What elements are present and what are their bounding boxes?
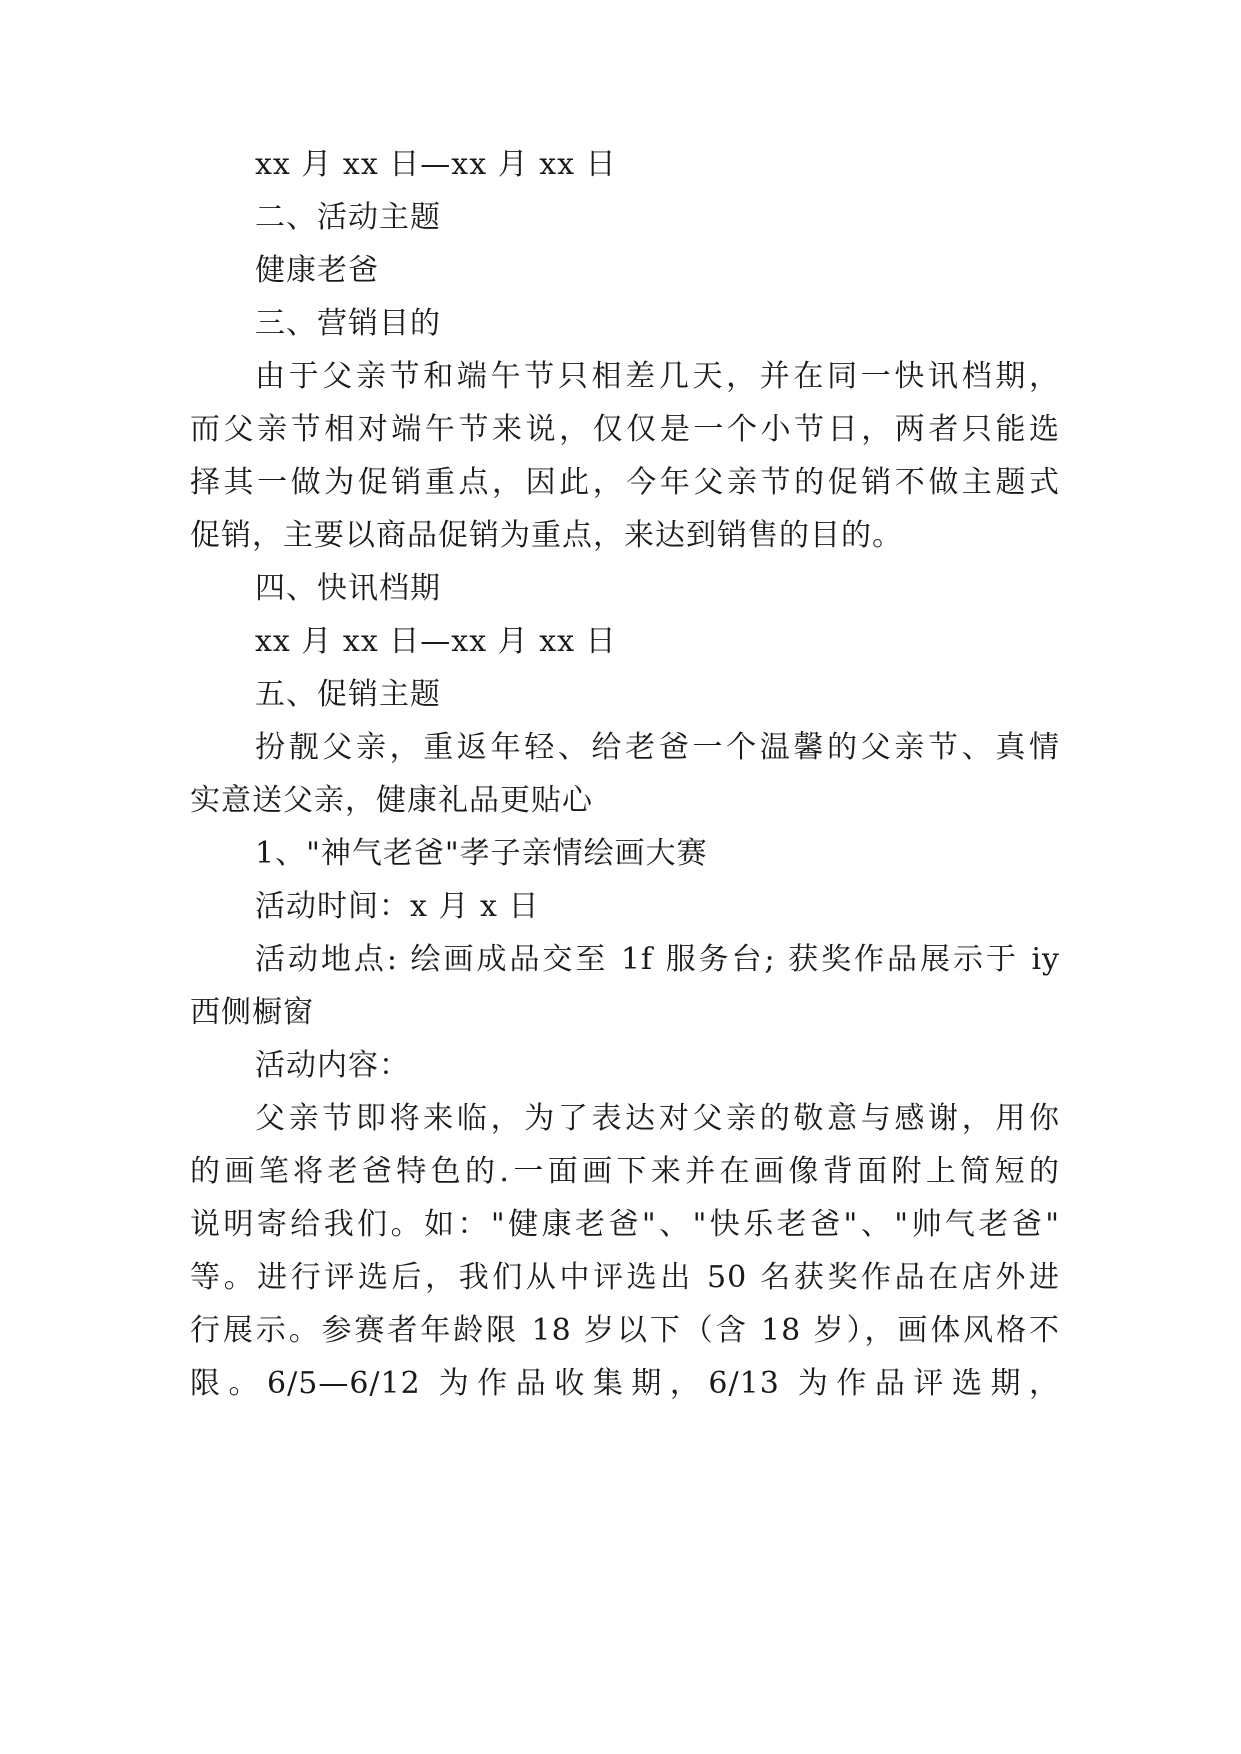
paragraph-line: 行展示。参赛者年龄限 18 岁以下（含 18 岁），画体风格不 <box>190 1313 1060 1348</box>
activity-content-label: 活动内容： <box>255 1048 410 1083</box>
paragraph-line: 而父亲节相对端午节来说，仅仅是一个小节日，两者只能选 <box>190 412 1060 447</box>
date-range-1: xx 月 xx 日—xx 月 xx 日 <box>255 147 617 182</box>
paragraph-line: 实意送父亲，健康礼品更贴心 <box>190 783 593 818</box>
date-range-2: xx 月 xx 日—xx 月 xx 日 <box>255 624 617 659</box>
section-heading-4: 四、快讯档期 <box>255 571 441 606</box>
paragraph-line: 限。6/5—6/12 为作品收集期，6/13 为作品评选期， <box>190 1366 1060 1401</box>
paragraph-line: 父亲节即将来临，为了表达对父亲的敬意与感谢，用你 <box>255 1101 1060 1136</box>
paragraph-line: 扮靓父亲，重返年轻、给老爸一个温馨的父亲节、真情 <box>255 730 1060 765</box>
section-heading-5: 五、促销主题 <box>255 677 441 712</box>
activity-location-cont: 西侧橱窗 <box>190 995 314 1030</box>
paragraph-line: 的画笔将老爸特色的.一面画下来并在画像背面附上简短的 <box>190 1154 1060 1189</box>
paragraph-line: 择其一做为促销重点，因此，今年父亲节的促销不做主题式 <box>190 465 1060 500</box>
section-heading-3: 三、营销目的 <box>255 306 441 341</box>
theme-text: 健康老爸 <box>255 253 379 288</box>
activity-location: 活动地点: 绘画成品交至 1f 服务台; 获奖作品展示于 iy <box>255 942 1060 977</box>
paragraph-line: 促销，主要以商品促销为重点，来达到销售的目的。 <box>190 518 903 553</box>
activity-title: 1、"神气老爸"孝子亲情绘画大赛 <box>255 836 708 871</box>
paragraph-line: 说明寄给我们。如："健康老爸"、"快乐老爸"、"帅气老爸" <box>190 1207 1060 1242</box>
activity-time: 活动时间：x 月 x 日 <box>255 889 540 924</box>
paragraph-line: 由于父亲节和端午节只相差几天，并在同一快讯档期， <box>255 359 1060 394</box>
paragraph-line: 等。进行评选后，我们从中评选出 50 名获奖作品在店外进 <box>190 1260 1060 1295</box>
section-heading-2: 二、活动主题 <box>255 200 441 235</box>
